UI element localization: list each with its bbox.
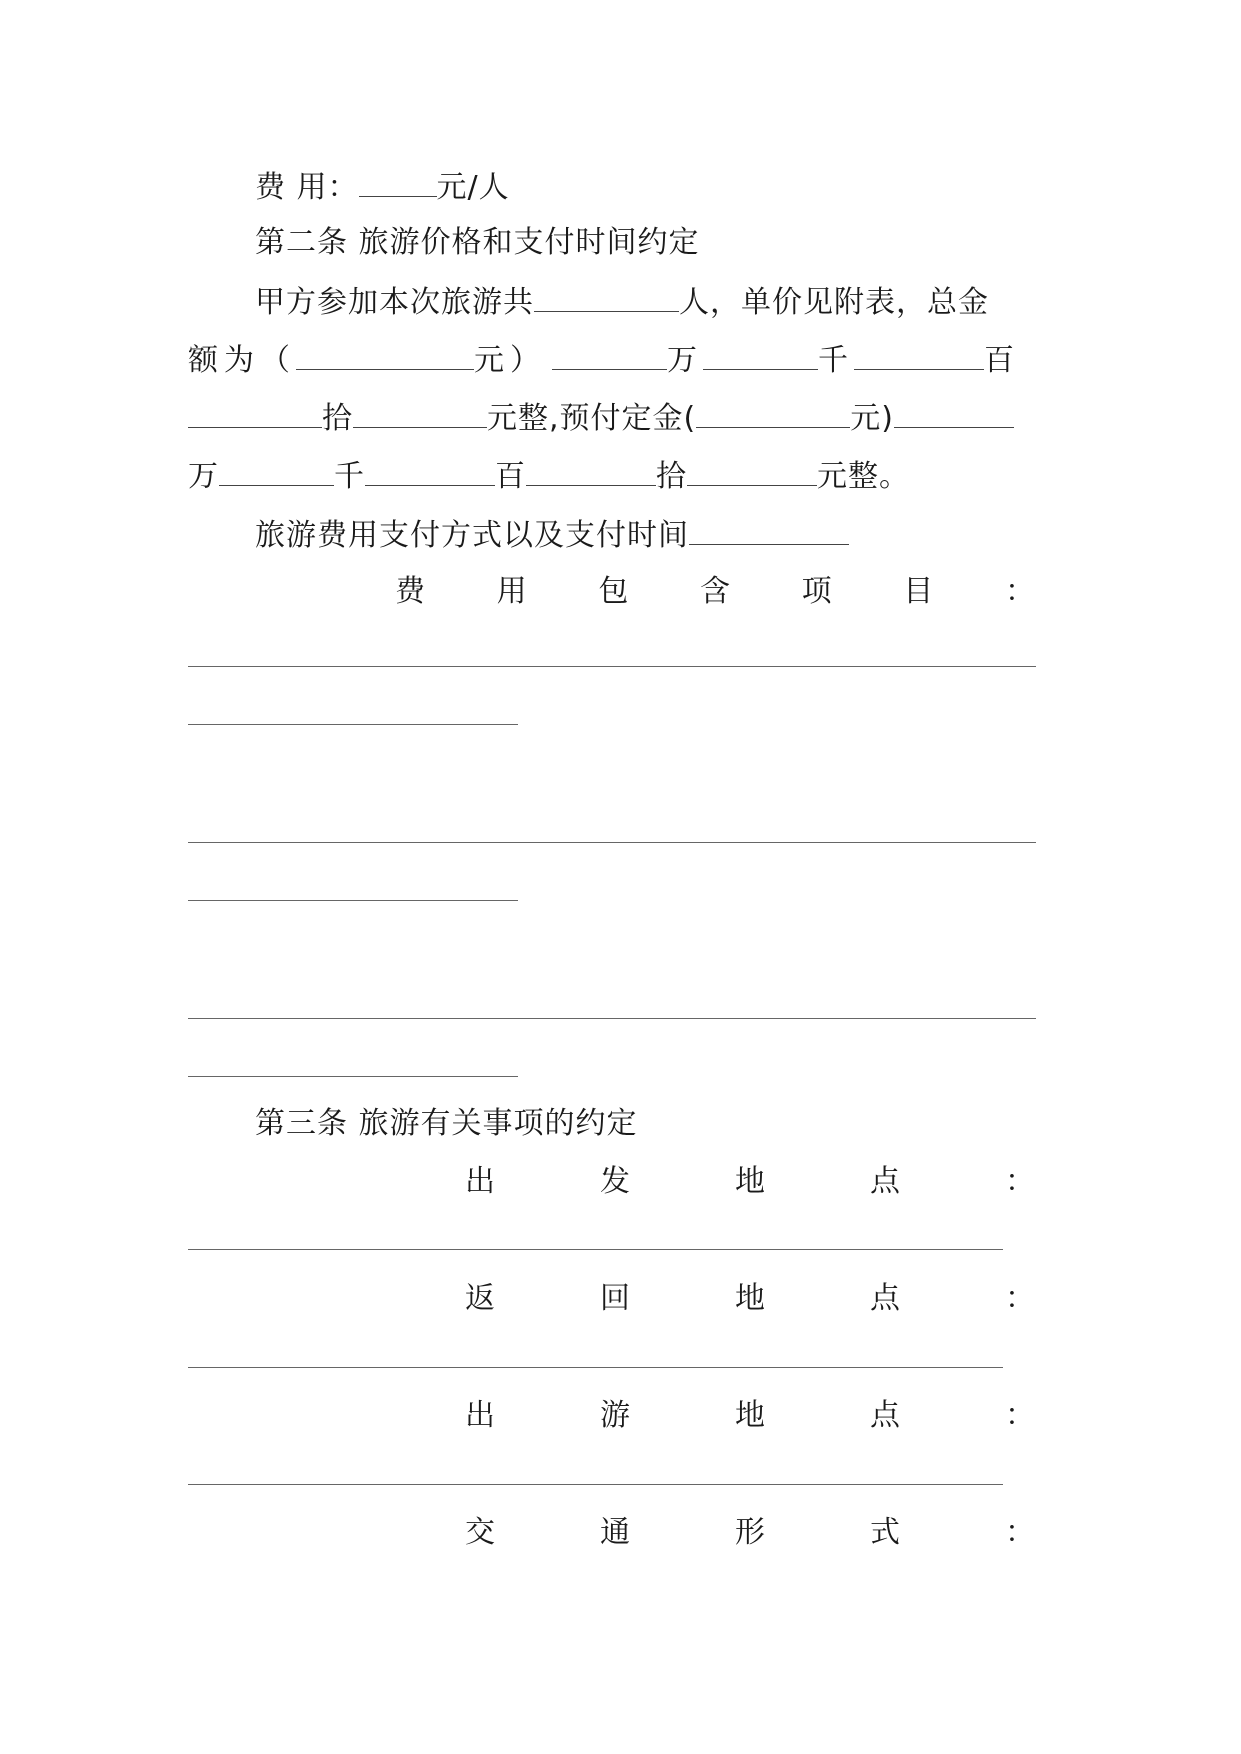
total-yuan-blank[interactable] xyxy=(296,339,474,370)
return-char: 地 xyxy=(735,1281,765,1316)
fee-line xyxy=(255,166,510,208)
deposit-shi-blank[interactable] xyxy=(526,455,656,486)
destination-char: 点 xyxy=(870,1398,900,1433)
fee-blank[interactable] xyxy=(359,166,437,197)
total-qian-blank[interactable] xyxy=(703,339,818,370)
departure-colon: ： xyxy=(1005,1164,1035,1199)
departure-char: 出 xyxy=(465,1164,495,1199)
deposit-yuan-unit-blank[interactable] xyxy=(687,455,817,486)
departure-rule[interactable] xyxy=(188,1249,1003,1250)
fee-item-rule[interactable] xyxy=(188,1018,1036,1019)
destination-char: 地 xyxy=(735,1398,765,1433)
payment-label: 旅游费用支付方式以及支付时间 xyxy=(255,518,689,553)
text-bai: 百 xyxy=(984,343,1020,378)
total-wan-blank[interactable] xyxy=(552,339,667,370)
transport-colon: ： xyxy=(1005,1515,1035,1550)
return-colon: ： xyxy=(1005,1281,1035,1316)
transport-heading xyxy=(465,1513,1035,1553)
departure-heading xyxy=(465,1162,1035,1202)
fee-items-colon: ： xyxy=(1004,574,1035,609)
fee-unit: 元/人 xyxy=(436,170,510,205)
article3-title: 第三条 旅游有关事项的约定 xyxy=(255,1106,638,1141)
destination-heading xyxy=(465,1396,1035,1436)
fee-item-rule[interactable] xyxy=(188,842,1036,843)
return-char: 回 xyxy=(600,1281,630,1316)
fee-items-char: 费 xyxy=(395,574,425,609)
fee-item-rule[interactable] xyxy=(188,1076,518,1077)
fee-item-rule[interactable] xyxy=(188,900,518,901)
fee-items-heading xyxy=(395,572,1035,612)
text-deposit-shi: 拾 xyxy=(656,459,687,494)
fee-item-rule[interactable] xyxy=(188,724,518,725)
total-bai-blank[interactable] xyxy=(854,339,984,370)
para1-line1 xyxy=(255,281,989,323)
fee-items-char: 含 xyxy=(699,574,730,609)
fee-items-char: 用 xyxy=(496,574,527,609)
fee-items-char: 项 xyxy=(801,574,832,609)
return-char: 返 xyxy=(465,1281,495,1316)
text-amount-open: 额为（ xyxy=(188,343,296,378)
article2-title: 第二条 旅游价格和支付时间约定 xyxy=(255,225,700,260)
deposit-yuan-blank[interactable] xyxy=(696,397,850,428)
departure-char: 地 xyxy=(735,1164,765,1199)
departure-char: 点 xyxy=(870,1164,900,1199)
transport-char: 式 xyxy=(870,1515,900,1550)
text-deposit: 元整,预付定金( xyxy=(487,401,697,436)
fee-items-char: 包 xyxy=(598,574,629,609)
fee-items-char: 目 xyxy=(903,574,934,609)
text-party-a-participants: 甲方参加本次旅游共 xyxy=(255,285,534,320)
destination-rule[interactable] xyxy=(188,1484,1003,1485)
text-deposit-end: 元整。 xyxy=(817,459,910,494)
total-shi-blank[interactable] xyxy=(188,397,322,428)
text-deposit-qian: 千 xyxy=(334,459,365,494)
destination-char: 出 xyxy=(465,1398,495,1433)
destination-colon: ： xyxy=(1005,1398,1035,1433)
text-shi: 拾 xyxy=(322,401,353,436)
deposit-bai-blank[interactable] xyxy=(365,455,495,486)
text-qian: 千 xyxy=(818,343,854,378)
text-wan: 万 xyxy=(667,343,703,378)
text-deposit-yuan: 元) xyxy=(850,401,894,436)
departure-char: 发 xyxy=(600,1164,630,1199)
transport-char: 形 xyxy=(735,1515,765,1550)
payment-line xyxy=(255,514,849,556)
text-yuan-close: 元） xyxy=(474,343,546,378)
fee-item-rule[interactable] xyxy=(188,666,1036,667)
payment-blank[interactable] xyxy=(689,514,849,545)
para1-line4 xyxy=(188,455,910,497)
return-char: 点 xyxy=(870,1281,900,1316)
return-heading xyxy=(465,1279,1035,1319)
text-deposit-bai: 百 xyxy=(495,459,526,494)
deposit-wan-lead-blank[interactable] xyxy=(894,397,1014,428)
return-rule[interactable] xyxy=(188,1367,1003,1368)
text-unit-price: 人，单价见附表，总金 xyxy=(679,285,989,320)
transport-char: 通 xyxy=(600,1515,630,1550)
destination-char: 游 xyxy=(600,1398,630,1433)
people-count-blank[interactable] xyxy=(534,281,679,312)
transport-char: 交 xyxy=(465,1515,495,1550)
total-yuan-unit-blank[interactable] xyxy=(353,397,487,428)
para1-line3 xyxy=(188,397,1014,439)
para1-line2 xyxy=(188,339,1020,381)
fee-label: 费 用： xyxy=(255,170,359,205)
deposit-qian-blank[interactable] xyxy=(219,455,334,486)
text-deposit-wan: 万 xyxy=(188,459,219,494)
